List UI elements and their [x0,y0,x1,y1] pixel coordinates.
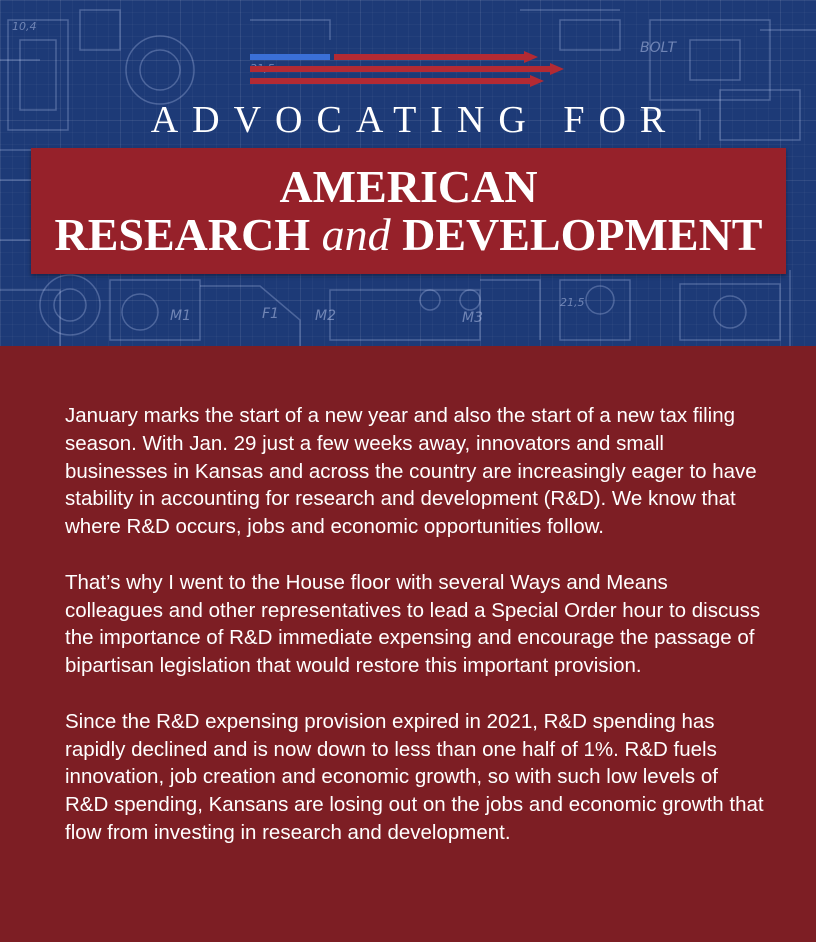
eyebrow-heading: ADVOCATING FOR [150,99,680,141]
title-research: RESEARCH [54,209,311,260]
title-development: DEVELOPMENT [402,209,763,260]
label-bolt: BOLT [640,40,677,56]
label-dim-right: 21,5 [560,296,585,309]
blueprint-header [0,0,816,346]
flag-arrows-icon [248,50,568,90]
article-body [65,402,765,875]
label-f1: F1 [262,306,279,322]
label-m3: M3 [462,310,483,326]
title-line-1: AMERICAN [279,161,538,212]
paragraph-3: Since the R&D expensing provision expired in 2021, R&D spending has rapidly declined and is now down to less than one half of 1%. R&D fuels innovation, job creation and economic growth, so with such low levels of R&D spending, Kansans are losing out on the jobs and economic growth that flow from investing in research and development. [65,709,764,844]
title-and: and [321,209,391,260]
title-banner [31,148,786,274]
label-m2: M2 [315,308,336,324]
paragraph-2: That’s why I went to the House floor with several Ways and Means colleagues and other representatives to lead a Special Order hour to discuss the importance of R&D immediate expensing and encourage the passage of bipartisan legislation that would restore this important provision. [65,570,761,678]
paragraph-1: January marks the start of a new year and also the start of a new tax filing season. With Jan. 29 just a few weeks away, innovators and small businesses in Kansas and across the country are increasingly eager to have stability in accounting for research and development (R&D). We know that where R&D occurs, jobs and economic opportunities follow. [65,404,757,539]
label-dim-vert: 10,4 [12,20,37,33]
title-line-2 [31,210,786,260]
label-m1: M1 [170,308,191,324]
